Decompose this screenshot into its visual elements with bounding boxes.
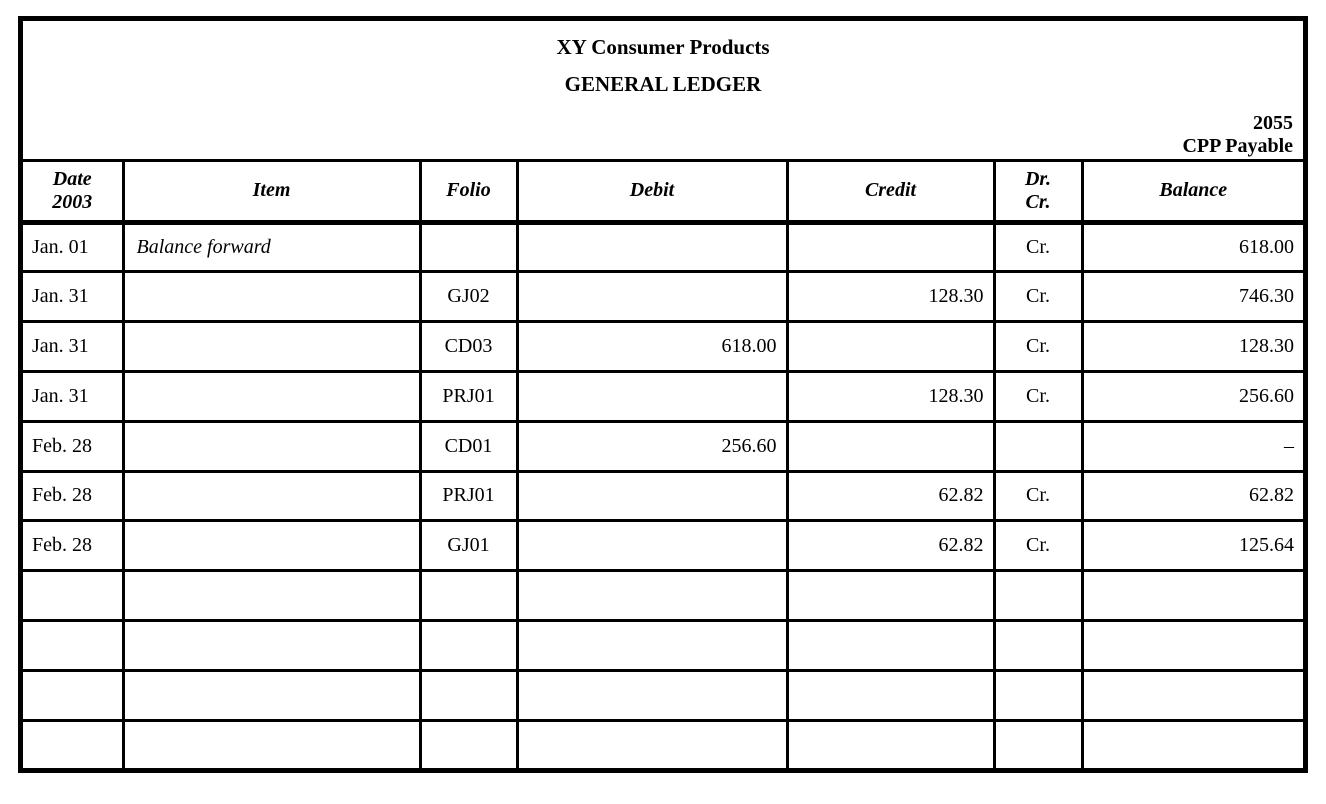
- cell-date: Jan. 01: [23, 222, 123, 272]
- cell-folio: PRJ01: [420, 471, 517, 521]
- cell-debit: [517, 222, 787, 272]
- cell-item: [123, 621, 420, 671]
- cell-drcr: Cr.: [994, 471, 1082, 521]
- cell-folio: [420, 670, 517, 720]
- cell-item: Balance forward: [123, 222, 420, 272]
- column-header-date-line1: Date: [52, 167, 92, 190]
- cell-debit: [517, 371, 787, 421]
- cell-date: Jan. 31: [23, 272, 123, 322]
- column-header-debit: Debit: [517, 162, 787, 222]
- cell-credit: [787, 322, 994, 372]
- ledger-document: [18, 16, 1308, 773]
- cell-folio: GJ01: [420, 521, 517, 571]
- table-row: [23, 272, 1303, 322]
- table-row: [23, 521, 1303, 571]
- column-header-balance: Balance: [1082, 162, 1303, 222]
- cell-item: [123, 322, 420, 372]
- cell-balance: [1082, 621, 1303, 671]
- table-row: [23, 471, 1303, 521]
- cell-item: [123, 670, 420, 720]
- cell-debit: [517, 471, 787, 521]
- cell-debit: [517, 621, 787, 671]
- cell-date: [23, 670, 123, 720]
- account-name: CPP Payable: [1182, 135, 1293, 157]
- table-row: [23, 421, 1303, 471]
- table-row: [23, 371, 1303, 421]
- ledger-table: [23, 162, 1303, 770]
- cell-date: Feb. 28: [23, 471, 123, 521]
- cell-date: [23, 621, 123, 671]
- cell-balance: 618.00: [1082, 222, 1303, 272]
- column-header-drcr: [994, 162, 1082, 222]
- column-header-folio: Folio: [420, 162, 517, 222]
- column-header-date-line2: 2003: [52, 190, 93, 213]
- cell-credit: [787, 720, 994, 770]
- cell-balance: [1082, 670, 1303, 720]
- cell-date: Jan. 31: [23, 371, 123, 421]
- cell-drcr: [994, 720, 1082, 770]
- cell-drcr: Cr.: [994, 371, 1082, 421]
- cell-date: Jan. 31: [23, 322, 123, 372]
- table-row: [23, 571, 1303, 621]
- table-row: [23, 322, 1303, 372]
- cell-folio: [420, 621, 517, 671]
- cell-debit: [517, 571, 787, 621]
- cell-balance: [1082, 571, 1303, 621]
- cell-folio: CD03: [420, 322, 517, 372]
- cell-item: [123, 571, 420, 621]
- cell-balance: 128.30: [1082, 322, 1303, 372]
- cell-debit: [517, 670, 787, 720]
- cell-folio: [420, 571, 517, 621]
- cell-credit: [787, 222, 994, 272]
- cell-credit: 128.30: [787, 272, 994, 322]
- cell-credit: [787, 571, 994, 621]
- cell-item: [123, 371, 420, 421]
- cell-folio: [420, 222, 517, 272]
- cell-folio: GJ02: [420, 272, 517, 322]
- cell-drcr: [994, 670, 1082, 720]
- cell-folio: [420, 720, 517, 770]
- column-header-date: [23, 162, 123, 222]
- cell-drcr: [994, 571, 1082, 621]
- cell-debit: [517, 272, 787, 322]
- cell-item: [123, 471, 420, 521]
- cell-item: [123, 521, 420, 571]
- cell-drcr: [994, 621, 1082, 671]
- cell-credit: [787, 670, 994, 720]
- cell-credit: 128.30: [787, 371, 994, 421]
- cell-drcr: Cr.: [994, 222, 1082, 272]
- cell-debit: [517, 521, 787, 571]
- cell-credit: 62.82: [787, 521, 994, 571]
- cell-drcr: Cr.: [994, 521, 1082, 571]
- cell-item: [123, 421, 420, 471]
- cell-date: Feb. 28: [23, 521, 123, 571]
- column-header-drcr-line1: Dr.: [1024, 167, 1052, 190]
- cell-debit: [517, 720, 787, 770]
- cell-folio: CD01: [420, 421, 517, 471]
- header-row: [23, 162, 1303, 222]
- cell-balance: 125.64: [1082, 521, 1303, 571]
- cell-credit: 62.82: [787, 471, 994, 521]
- cell-item: [123, 720, 420, 770]
- cell-item: [123, 272, 420, 322]
- cell-debit: 256.60: [517, 421, 787, 471]
- table-row: [23, 222, 1303, 272]
- table-row: [23, 720, 1303, 770]
- document-header: [23, 21, 1303, 162]
- cell-balance: [1082, 720, 1303, 770]
- column-header-credit: Credit: [787, 162, 994, 222]
- column-header-drcr-line2: Cr.: [1025, 190, 1051, 213]
- account-info: [1182, 112, 1293, 158]
- cell-date: Feb. 28: [23, 421, 123, 471]
- cell-credit: [787, 421, 994, 471]
- cell-date: [23, 720, 123, 770]
- table-row: [23, 670, 1303, 720]
- cell-drcr: [994, 421, 1082, 471]
- table-row: [23, 621, 1303, 671]
- company-name: XY Consumer Products: [556, 35, 770, 59]
- cell-balance: 256.60: [1082, 371, 1303, 421]
- cell-date: [23, 571, 123, 621]
- account-number: 2055: [1253, 112, 1293, 134]
- cell-balance: 62.82: [1082, 471, 1303, 521]
- cell-balance: 746.30: [1082, 272, 1303, 322]
- cell-debit: 618.00: [517, 322, 787, 372]
- cell-drcr: Cr.: [994, 272, 1082, 322]
- cell-credit: [787, 621, 994, 671]
- column-header-item: Item: [123, 162, 420, 222]
- cell-balance: –: [1082, 421, 1303, 471]
- cell-folio: PRJ01: [420, 371, 517, 421]
- cell-drcr: Cr.: [994, 322, 1082, 372]
- report-title: GENERAL LEDGER: [564, 72, 762, 96]
